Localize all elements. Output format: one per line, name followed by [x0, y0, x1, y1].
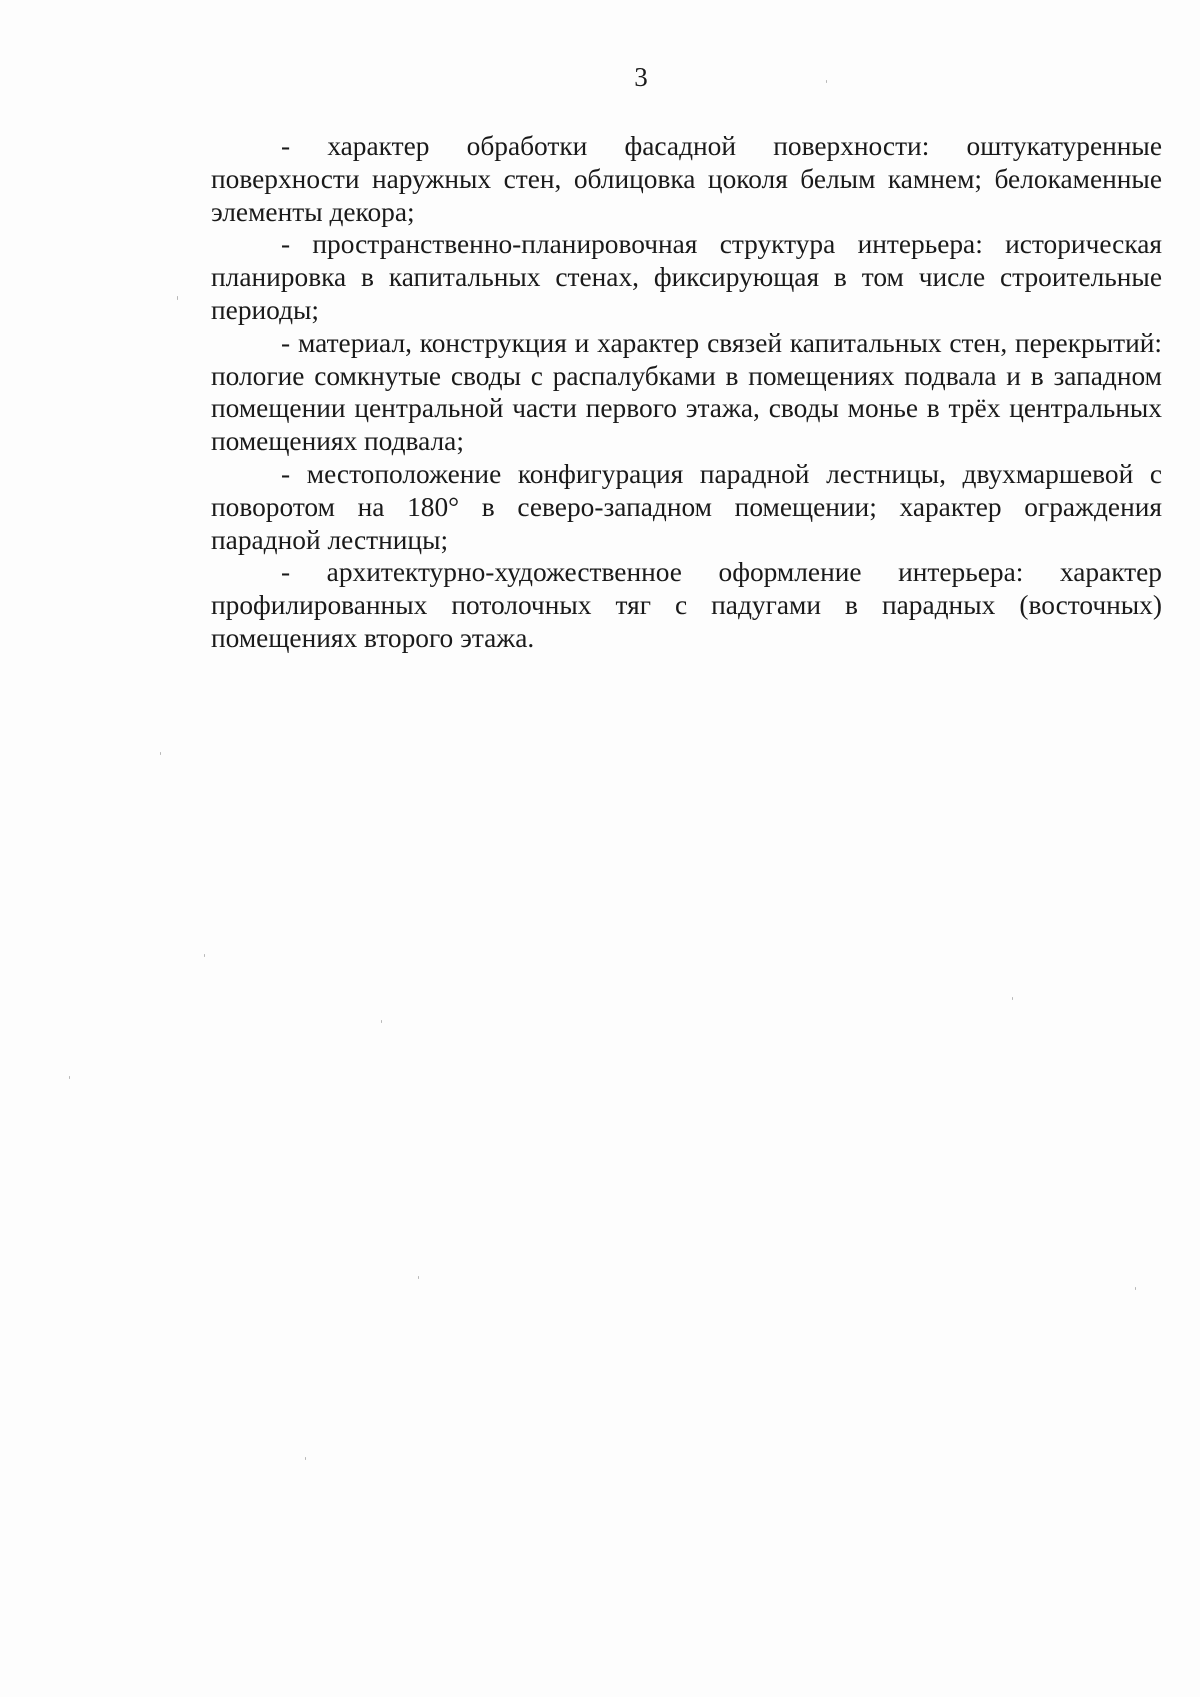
scan-speck: [177, 296, 178, 300]
scan-speck: [69, 1076, 70, 1079]
paragraph-interior-layout: - пространственно-планировочная структура интерьера: историческая планировка в капитальных стенах, фиксирующая в том числе строительные периоды;: [211, 229, 1162, 325]
scan-speck: [160, 752, 161, 755]
paragraph-facade-finish: - характер обработки фасадной поверхности: оштукатуренные поверхности наружных стен, облицовка цоколя белым камнем; белокаменные элементы декора;: [211, 131, 1162, 227]
scan-speck: [1135, 1287, 1136, 1290]
scan-speck: [826, 80, 827, 83]
scan-speck: [418, 1276, 419, 1279]
paragraph-interior-decoration: - архитектурно-художественное оформление интерьера: характер профилированных потолочных тяг с падугами в парадных (восточных) помещениях второго этажа.: [211, 557, 1162, 653]
scan-speck: [381, 1020, 382, 1023]
paragraph-walls-ceilings: - материал, конструкция и характер связей капитальных стен, перекрытий: пологие сомкнутые своды с распалубками в помещениях подвала и в западном помещении центральной части первого этажа, своды монье в трёх центральных помещениях подвала;: [211, 327, 1162, 457]
scan-speck: [1012, 997, 1013, 1000]
document-body: [211, 130, 1162, 655]
scan-speck: [305, 1457, 306, 1460]
paragraph-main-staircase: - местоположение конфигурация парадной лестницы, двухмаршевой с поворотом на 180° в северо-западном помещении; характер ограждения парадной лестницы;: [211, 458, 1162, 555]
scan-speck: [204, 954, 205, 957]
page-number: 3: [634, 62, 648, 92]
